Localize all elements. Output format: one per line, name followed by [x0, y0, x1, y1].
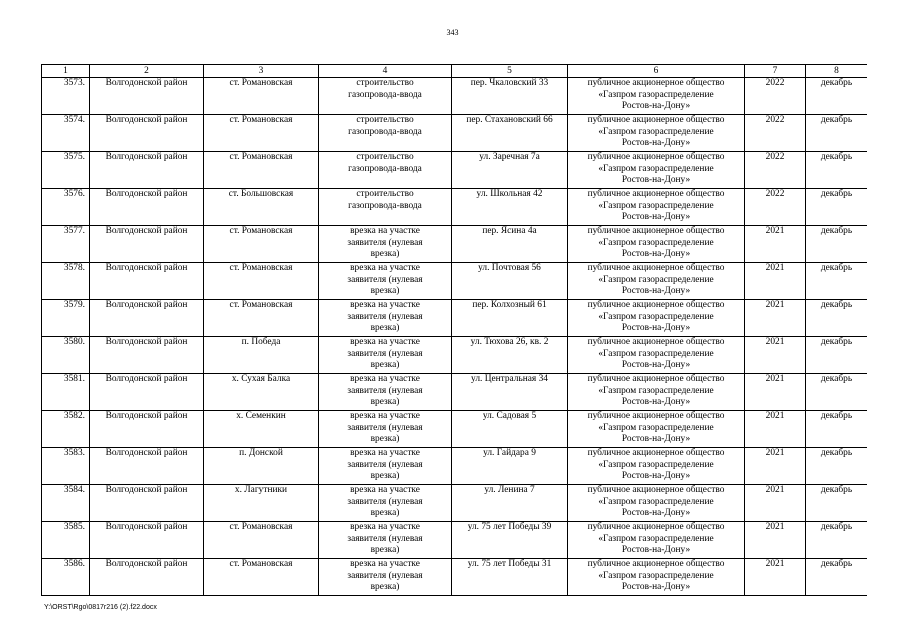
work-type-cell-line: врезка) — [370, 397, 400, 407]
month-cell: декабрь — [806, 226, 868, 263]
address-cell: ул. 75 лет Победы 31 — [452, 559, 568, 596]
address-cell: ул. Ленина 7 — [452, 485, 568, 522]
row-number-cell: 3578. — [42, 263, 90, 300]
organization-cell-line: «Газпром газораспределение — [598, 200, 714, 211]
organization-cell-line: публичное акционерное общество — [587, 152, 725, 162]
organization-cell-line: Ростов-на-Дону» — [621, 212, 691, 222]
settlement-cell: ст. Романовская — [204, 226, 319, 263]
work-type-cell-line: заявителя (нулевая — [347, 459, 423, 470]
address-cell: пер. Колхозный 61 — [452, 300, 568, 337]
organization-cell-line: Ростов-на-Дону» — [621, 323, 691, 333]
row-number-cell: 3573. — [42, 78, 90, 115]
work-type-cell-line: врезка) — [370, 286, 400, 296]
organization-cell-line: «Газпром газораспределение — [598, 570, 714, 581]
row-number-cell: 3579. — [42, 300, 90, 337]
organization-cell-line: публичное акционерное общество — [587, 448, 725, 458]
column-header: 8 — [806, 65, 868, 78]
organization-cell-line: «Газпром газораспределение — [598, 348, 714, 359]
work-type-cell-line: врезка на участке — [350, 263, 420, 273]
work-type-cell-line: врезка на участке — [350, 300, 420, 310]
work-type-cell — [319, 189, 452, 226]
district-cell: Волгодонской район — [90, 485, 204, 522]
year-cell: 2022 — [745, 115, 806, 152]
work-type-cell-line: врезка) — [370, 249, 400, 259]
work-type-cell-line: газопровода-ввода — [348, 126, 422, 137]
work-type-cell-line: врезка на участке — [350, 522, 420, 532]
organization-cell-line: «Газпром газораспределение — [598, 385, 714, 396]
organization-cell — [568, 522, 745, 559]
organization-cell — [568, 448, 745, 485]
organization-cell-line: Ростов-на-Дону» — [621, 249, 691, 259]
year-cell: 2021 — [745, 374, 806, 411]
organization-cell — [568, 152, 745, 189]
year-cell: 2021 — [745, 448, 806, 485]
row-number-cell: 3582. — [42, 411, 90, 448]
work-type-cell-line: заявителя (нулевая — [347, 237, 423, 248]
district-cell: Волгодонской район — [90, 226, 204, 263]
organization-cell-line: публичное акционерное общество — [587, 337, 725, 347]
year-cell: 2022 — [745, 152, 806, 189]
table-row — [42, 152, 868, 189]
address-cell: ул. Тюхова 26, кв. 2 — [452, 337, 568, 374]
table-row — [42, 559, 868, 596]
district-cell: Волгодонской район — [90, 189, 204, 226]
year-cell: 2022 — [745, 78, 806, 115]
work-type-cell-line: газопровода-ввода — [348, 89, 422, 100]
address-cell: пер. Чкаловский 33 — [452, 78, 568, 115]
settlement-cell: ст. Большовская — [204, 189, 319, 226]
organization-cell-line: публичное акционерное общество — [587, 374, 725, 384]
organization-cell-line: Ростов-на-Дону» — [621, 360, 691, 370]
column-header: 6 — [568, 65, 745, 78]
work-type-cell-line: врезка) — [370, 582, 400, 592]
month-cell: декабрь — [806, 485, 868, 522]
work-type-cell-line: врезка на участке — [350, 559, 420, 569]
table-row — [42, 337, 868, 374]
address-cell: ул. 75 лет Победы 39 — [452, 522, 568, 559]
organization-cell-line: Ростов-на-Дону» — [621, 508, 691, 518]
month-cell: декабрь — [806, 115, 868, 152]
month-cell: декабрь — [806, 522, 868, 559]
month-cell: декабрь — [806, 78, 868, 115]
row-number-cell: 3583. — [42, 448, 90, 485]
district-cell: Волгодонской район — [90, 300, 204, 337]
footer-file-path: Y:\ORST\Rgo\0817r216 (2).f22.docx — [44, 604, 157, 611]
row-number-cell: 3581. — [42, 374, 90, 411]
year-cell: 2021 — [745, 411, 806, 448]
organization-cell-line: «Газпром газораспределение — [598, 237, 714, 248]
district-cell: Волгодонской район — [90, 337, 204, 374]
work-type-cell-line: врезка) — [370, 508, 400, 518]
organization-cell-line: публичное акционерное общество — [587, 300, 725, 310]
column-header: 7 — [745, 65, 806, 78]
work-type-cell — [319, 411, 452, 448]
settlement-cell: х. Семенкин — [204, 411, 319, 448]
district-cell: Волгодонской район — [90, 374, 204, 411]
month-cell: декабрь — [806, 189, 868, 226]
settlement-cell: ст. Романовская — [204, 522, 319, 559]
work-type-cell-line: врезка на участке — [350, 448, 420, 458]
table-row — [42, 263, 868, 300]
work-type-cell-line: заявителя (нулевая — [347, 385, 423, 396]
month-cell: декабрь — [806, 300, 868, 337]
work-type-cell-line: строительство — [356, 78, 414, 88]
year-cell: 2021 — [745, 300, 806, 337]
year-cell: 2021 — [745, 263, 806, 300]
column-header: 4 — [319, 65, 452, 78]
work-type-cell — [319, 78, 452, 115]
organization-cell-line: Ростов-на-Дону» — [621, 471, 691, 481]
work-type-cell — [319, 374, 452, 411]
work-type-cell-line: газопровода-ввода — [348, 200, 422, 211]
work-type-cell-line: врезка на участке — [350, 337, 420, 347]
month-cell: декабрь — [806, 263, 868, 300]
month-cell: декабрь — [806, 374, 868, 411]
schedule-table-container — [41, 64, 867, 597]
organization-cell-line: Ростов-на-Дону» — [621, 582, 691, 592]
organization-cell-line: публичное акционерное общество — [587, 115, 725, 125]
table-row — [42, 374, 868, 411]
row-number-cell: 3575. — [42, 152, 90, 189]
work-type-cell-line: врезка на участке — [350, 411, 420, 421]
work-type-cell — [319, 152, 452, 189]
table-row — [42, 226, 868, 263]
address-cell: ул. Гайдара 9 — [452, 448, 568, 485]
row-number-cell: 3580. — [42, 337, 90, 374]
organization-cell-line: Ростов-на-Дону» — [621, 101, 691, 111]
organization-cell — [568, 374, 745, 411]
organization-cell-line: «Газпром газораспределение — [598, 89, 714, 100]
work-type-cell — [319, 559, 452, 596]
year-cell: 2021 — [745, 559, 806, 596]
table-body — [42, 78, 868, 596]
settlement-cell: п. Донской — [204, 448, 319, 485]
row-number-cell: 3576. — [42, 189, 90, 226]
table-row — [42, 411, 868, 448]
work-type-cell — [319, 485, 452, 522]
district-cell: Волгодонской район — [90, 78, 204, 115]
organization-cell — [568, 263, 745, 300]
organization-cell-line: Ростов-на-Дону» — [621, 286, 691, 296]
row-number-cell: 3577. — [42, 226, 90, 263]
settlement-cell: ст. Романовская — [204, 559, 319, 596]
month-cell: декабрь — [806, 559, 868, 596]
work-type-cell-line: заявителя (нулевая — [347, 311, 423, 322]
address-cell: ул. Почтовая 56 — [452, 263, 568, 300]
organization-cell-line: публичное акционерное общество — [587, 78, 725, 88]
work-type-cell-line: строительство — [356, 152, 414, 162]
work-type-cell — [319, 448, 452, 485]
address-cell: пер. Ясина 4а — [452, 226, 568, 263]
work-type-cell-line: заявителя (нулевая — [347, 533, 423, 544]
address-cell: пер. Стахановский 66 — [452, 115, 568, 152]
organization-cell-line: «Газпром газораспределение — [598, 533, 714, 544]
month-cell: декабрь — [806, 337, 868, 374]
work-type-cell — [319, 522, 452, 559]
page-number: 343 — [446, 28, 459, 37]
organization-cell — [568, 411, 745, 448]
organization-cell-line: Ростов-на-Дону» — [621, 175, 691, 185]
row-number-cell: 3584. — [42, 485, 90, 522]
column-header: 5 — [452, 65, 568, 78]
work-type-cell-line: врезка) — [370, 545, 400, 555]
work-type-cell-line: врезка) — [370, 434, 400, 444]
settlement-cell: ст. Романовская — [204, 78, 319, 115]
month-cell: декабрь — [806, 152, 868, 189]
column-header: 1 — [42, 65, 90, 78]
work-type-cell — [319, 263, 452, 300]
row-number-cell: 3585. — [42, 522, 90, 559]
organization-cell-line: публичное акционерное общество — [587, 559, 725, 569]
row-number-cell: 3574. — [42, 115, 90, 152]
organization-cell-line: «Газпром газораспределение — [598, 496, 714, 507]
organization-cell-line: публичное акционерное общество — [587, 189, 725, 199]
table-row — [42, 189, 868, 226]
table-row — [42, 485, 868, 522]
settlement-cell: ст. Романовская — [204, 300, 319, 337]
organization-cell-line: Ростов-на-Дону» — [621, 397, 691, 407]
work-type-cell-line: врезка) — [370, 471, 400, 481]
organization-cell-line: Ростов-на-Дону» — [621, 434, 691, 444]
district-cell: Волгодонской район — [90, 115, 204, 152]
work-type-cell-line: строительство — [356, 115, 414, 125]
table-header — [42, 65, 868, 78]
work-type-cell-line: газопровода-ввода — [348, 163, 422, 174]
organization-cell-line: «Газпром газораспределение — [598, 274, 714, 285]
organization-cell-line: «Газпром газораспределение — [598, 126, 714, 137]
address-cell: ул. Садовая 5 — [452, 411, 568, 448]
schedule-table — [41, 64, 867, 596]
table-row — [42, 522, 868, 559]
district-cell: Волгодонской район — [90, 448, 204, 485]
organization-cell-line: публичное акционерное общество — [587, 485, 725, 495]
table-row — [42, 300, 868, 337]
organization-cell — [568, 337, 745, 374]
work-type-cell-line: врезка на участке — [350, 374, 420, 384]
work-type-cell-line: заявителя (нулевая — [347, 570, 423, 581]
work-type-cell — [319, 226, 452, 263]
organization-cell-line: публичное акционерное общество — [587, 522, 725, 532]
year-cell: 2021 — [745, 485, 806, 522]
organization-cell-line: «Газпром газораспределение — [598, 311, 714, 322]
organization-cell — [568, 189, 745, 226]
work-type-cell-line: строительство — [356, 189, 414, 199]
settlement-cell: ст. Романовская — [204, 115, 319, 152]
organization-cell-line: «Газпром газораспределение — [598, 459, 714, 470]
work-type-cell — [319, 115, 452, 152]
address-cell: ул. Школьная 42 — [452, 189, 568, 226]
row-number-cell: 3586. — [42, 559, 90, 596]
district-cell: Волгодонской район — [90, 411, 204, 448]
settlement-cell: ст. Романовская — [204, 263, 319, 300]
table-row — [42, 448, 868, 485]
table-row — [42, 115, 868, 152]
organization-cell — [568, 115, 745, 152]
work-type-cell-line: врезка) — [370, 360, 400, 370]
organization-cell-line: публичное акционерное общество — [587, 263, 725, 273]
month-cell: декабрь — [806, 411, 868, 448]
organization-cell — [568, 559, 745, 596]
work-type-cell-line: заявителя (нулевая — [347, 496, 423, 507]
district-cell: Волгодонской район — [90, 522, 204, 559]
year-cell: 2021 — [745, 337, 806, 374]
settlement-cell: х. Лагутники — [204, 485, 319, 522]
district-cell: Волгодонской район — [90, 559, 204, 596]
address-cell: ул. Заречная 7а — [452, 152, 568, 189]
organization-cell — [568, 300, 745, 337]
organization-cell — [568, 226, 745, 263]
work-type-cell-line: заявителя (нулевая — [347, 348, 423, 359]
column-header: 2 — [90, 65, 204, 78]
year-cell: 2021 — [745, 522, 806, 559]
column-number-row — [42, 65, 868, 78]
settlement-cell: ст. Романовская — [204, 152, 319, 189]
organization-cell-line: публичное акционерное общество — [587, 411, 725, 421]
organization-cell-line: «Газпром газораспределение — [598, 422, 714, 433]
district-cell: Волгодонской район — [90, 152, 204, 189]
work-type-cell-line: заявителя (нулевая — [347, 422, 423, 433]
column-header: 3 — [204, 65, 319, 78]
settlement-cell: х. Сухая Балка — [204, 374, 319, 411]
work-type-cell-line: врезка на участке — [350, 226, 420, 236]
work-type-cell-line: врезка) — [370, 323, 400, 333]
address-cell: ул. Центральная 34 — [452, 374, 568, 411]
organization-cell-line: публичное акционерное общество — [587, 226, 725, 236]
work-type-cell — [319, 337, 452, 374]
work-type-cell-line: заявителя (нулевая — [347, 274, 423, 285]
organization-cell-line: «Газпром газораспределение — [598, 163, 714, 174]
settlement-cell: п. Победа — [204, 337, 319, 374]
work-type-cell — [319, 300, 452, 337]
year-cell: 2022 — [745, 189, 806, 226]
organization-cell — [568, 78, 745, 115]
month-cell: декабрь — [806, 448, 868, 485]
work-type-cell-line: врезка на участке — [350, 485, 420, 495]
organization-cell-line: Ростов-на-Дону» — [621, 138, 691, 148]
organization-cell — [568, 485, 745, 522]
year-cell: 2021 — [745, 226, 806, 263]
district-cell: Волгодонской район — [90, 263, 204, 300]
table-row — [42, 78, 868, 115]
organization-cell-line: Ростов-на-Дону» — [621, 545, 691, 555]
